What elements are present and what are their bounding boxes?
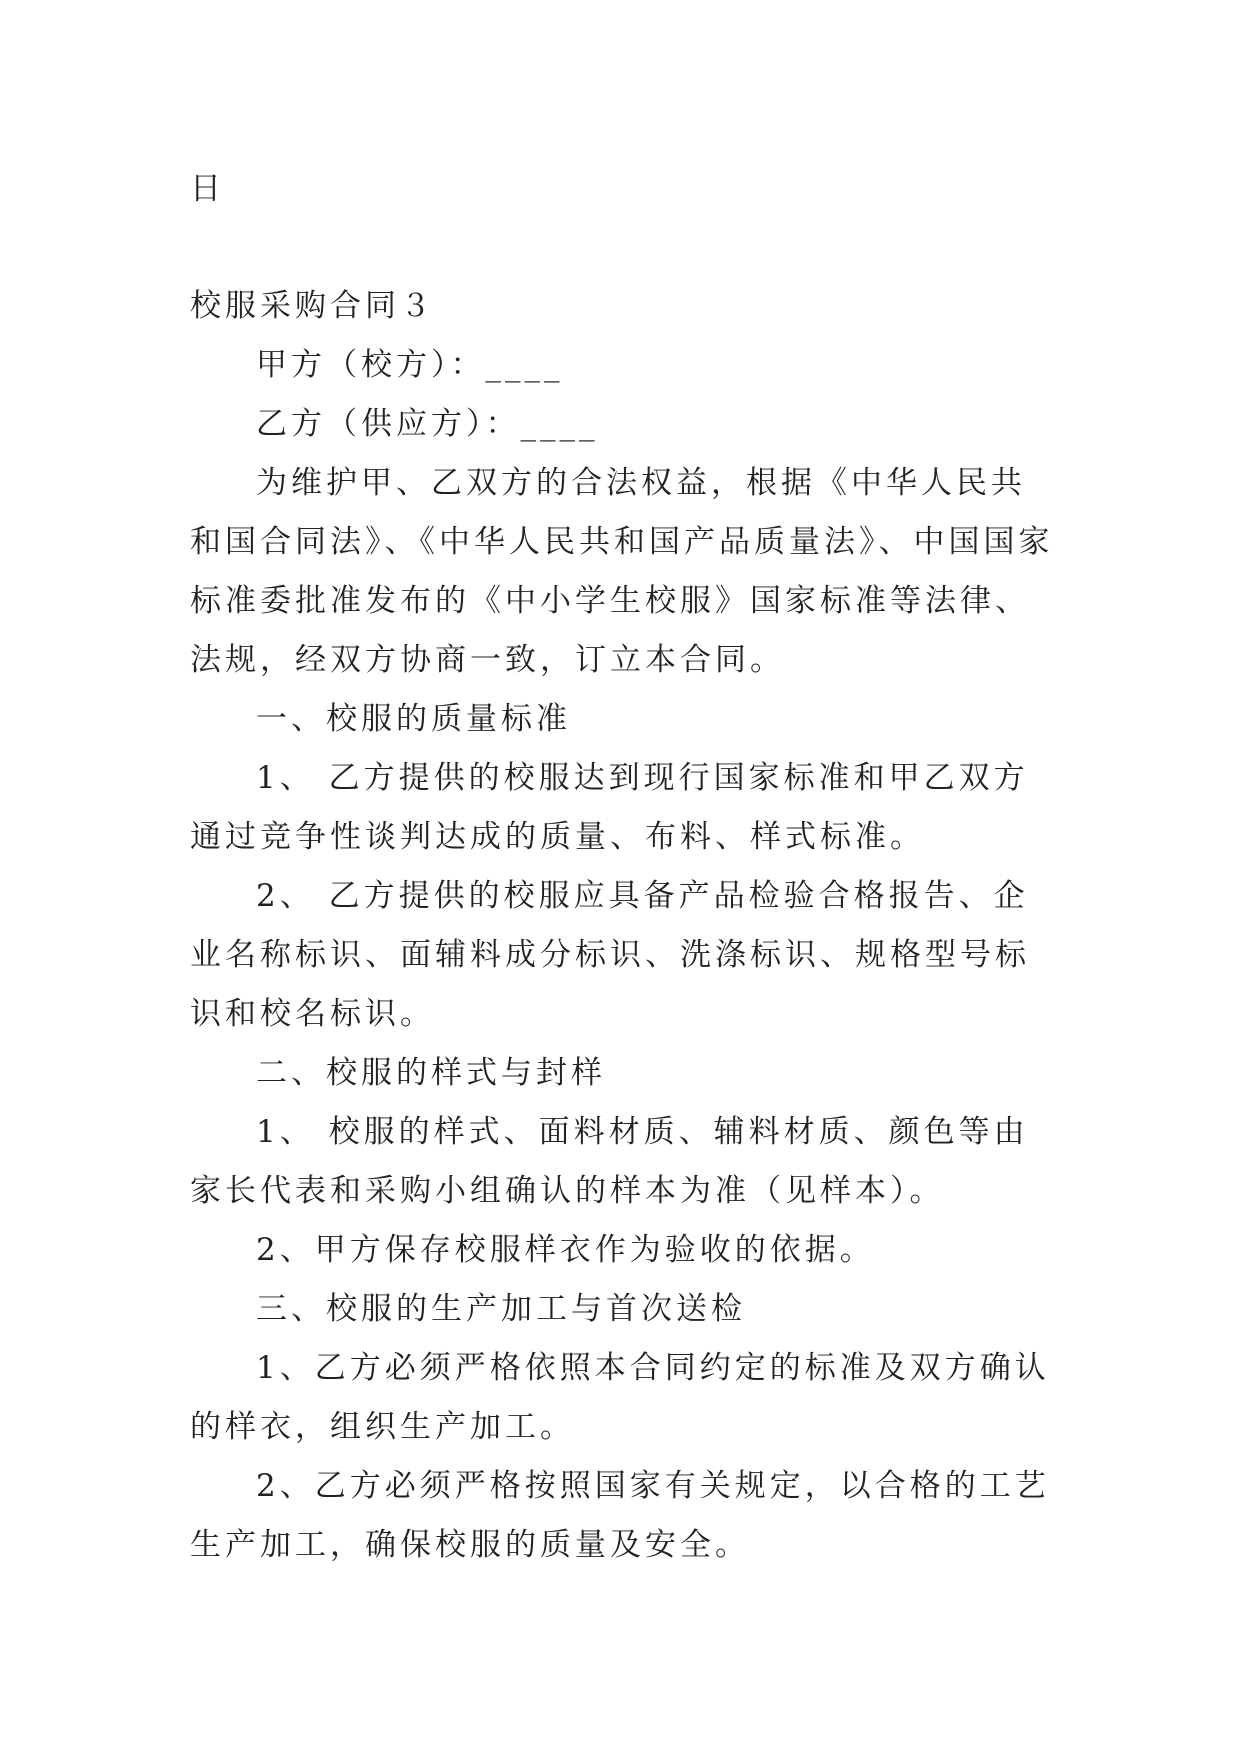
document-body <box>190 160 1060 1575</box>
preamble-paragraph: 为维护甲、乙双方的合法权益，根据《中华人民共和国合同法》、《中华人民共和国产品质量法》、中国国家标准委批准发布的《中小学生校服》国家标准等法律、法规，经双方协商一致，订立本合同。 <box>190 465 1054 678</box>
section-heading-style: 二、校服的样式与封样 <box>256 1055 606 1091</box>
clause-style-1: 1、 校服的样式、面料材质、辅料材质、颜色等由家长代表和采购小组确认的样本为准（见样本）。 <box>190 1114 1029 1209</box>
section-heading-production: 三、校服的生产加工与首次送检 <box>256 1291 746 1327</box>
clause-quality-2: 2、 乙方提供的校服应具备产品检验合格报告、企业名称标识、面辅料成分标识、洗涤标识、规格型号标识和校名标识。 <box>190 878 1030 1032</box>
party-b-line: 乙方（供应方）：____ <box>256 406 599 442</box>
clause-quality-1: 1、 乙方提供的校服达到现行国家标准和甲乙双方通过竞争性谈判达成的质量、布料、样式标准。 <box>190 760 1029 855</box>
clause-production-2: 2、乙方必须严格按照国家有关规定，以合格的工艺生产加工，确保校服的质量及安全。 <box>190 1468 1050 1563</box>
clause-production-1: 1、乙方必须严格依照本合同约定的标准及双方确认的样衣，组织生产加工。 <box>190 1350 1050 1445</box>
party-a-line: 甲方（校方）：____ <box>256 347 564 383</box>
clause-style-2: 2、甲方保存校服样衣作为验收的依据。 <box>256 1232 875 1268</box>
contract-title: 校服采购合同３ <box>190 288 435 324</box>
section-heading-quality: 一、校服的质量标准 <box>256 701 571 737</box>
date-tail: 日 <box>190 171 225 207</box>
